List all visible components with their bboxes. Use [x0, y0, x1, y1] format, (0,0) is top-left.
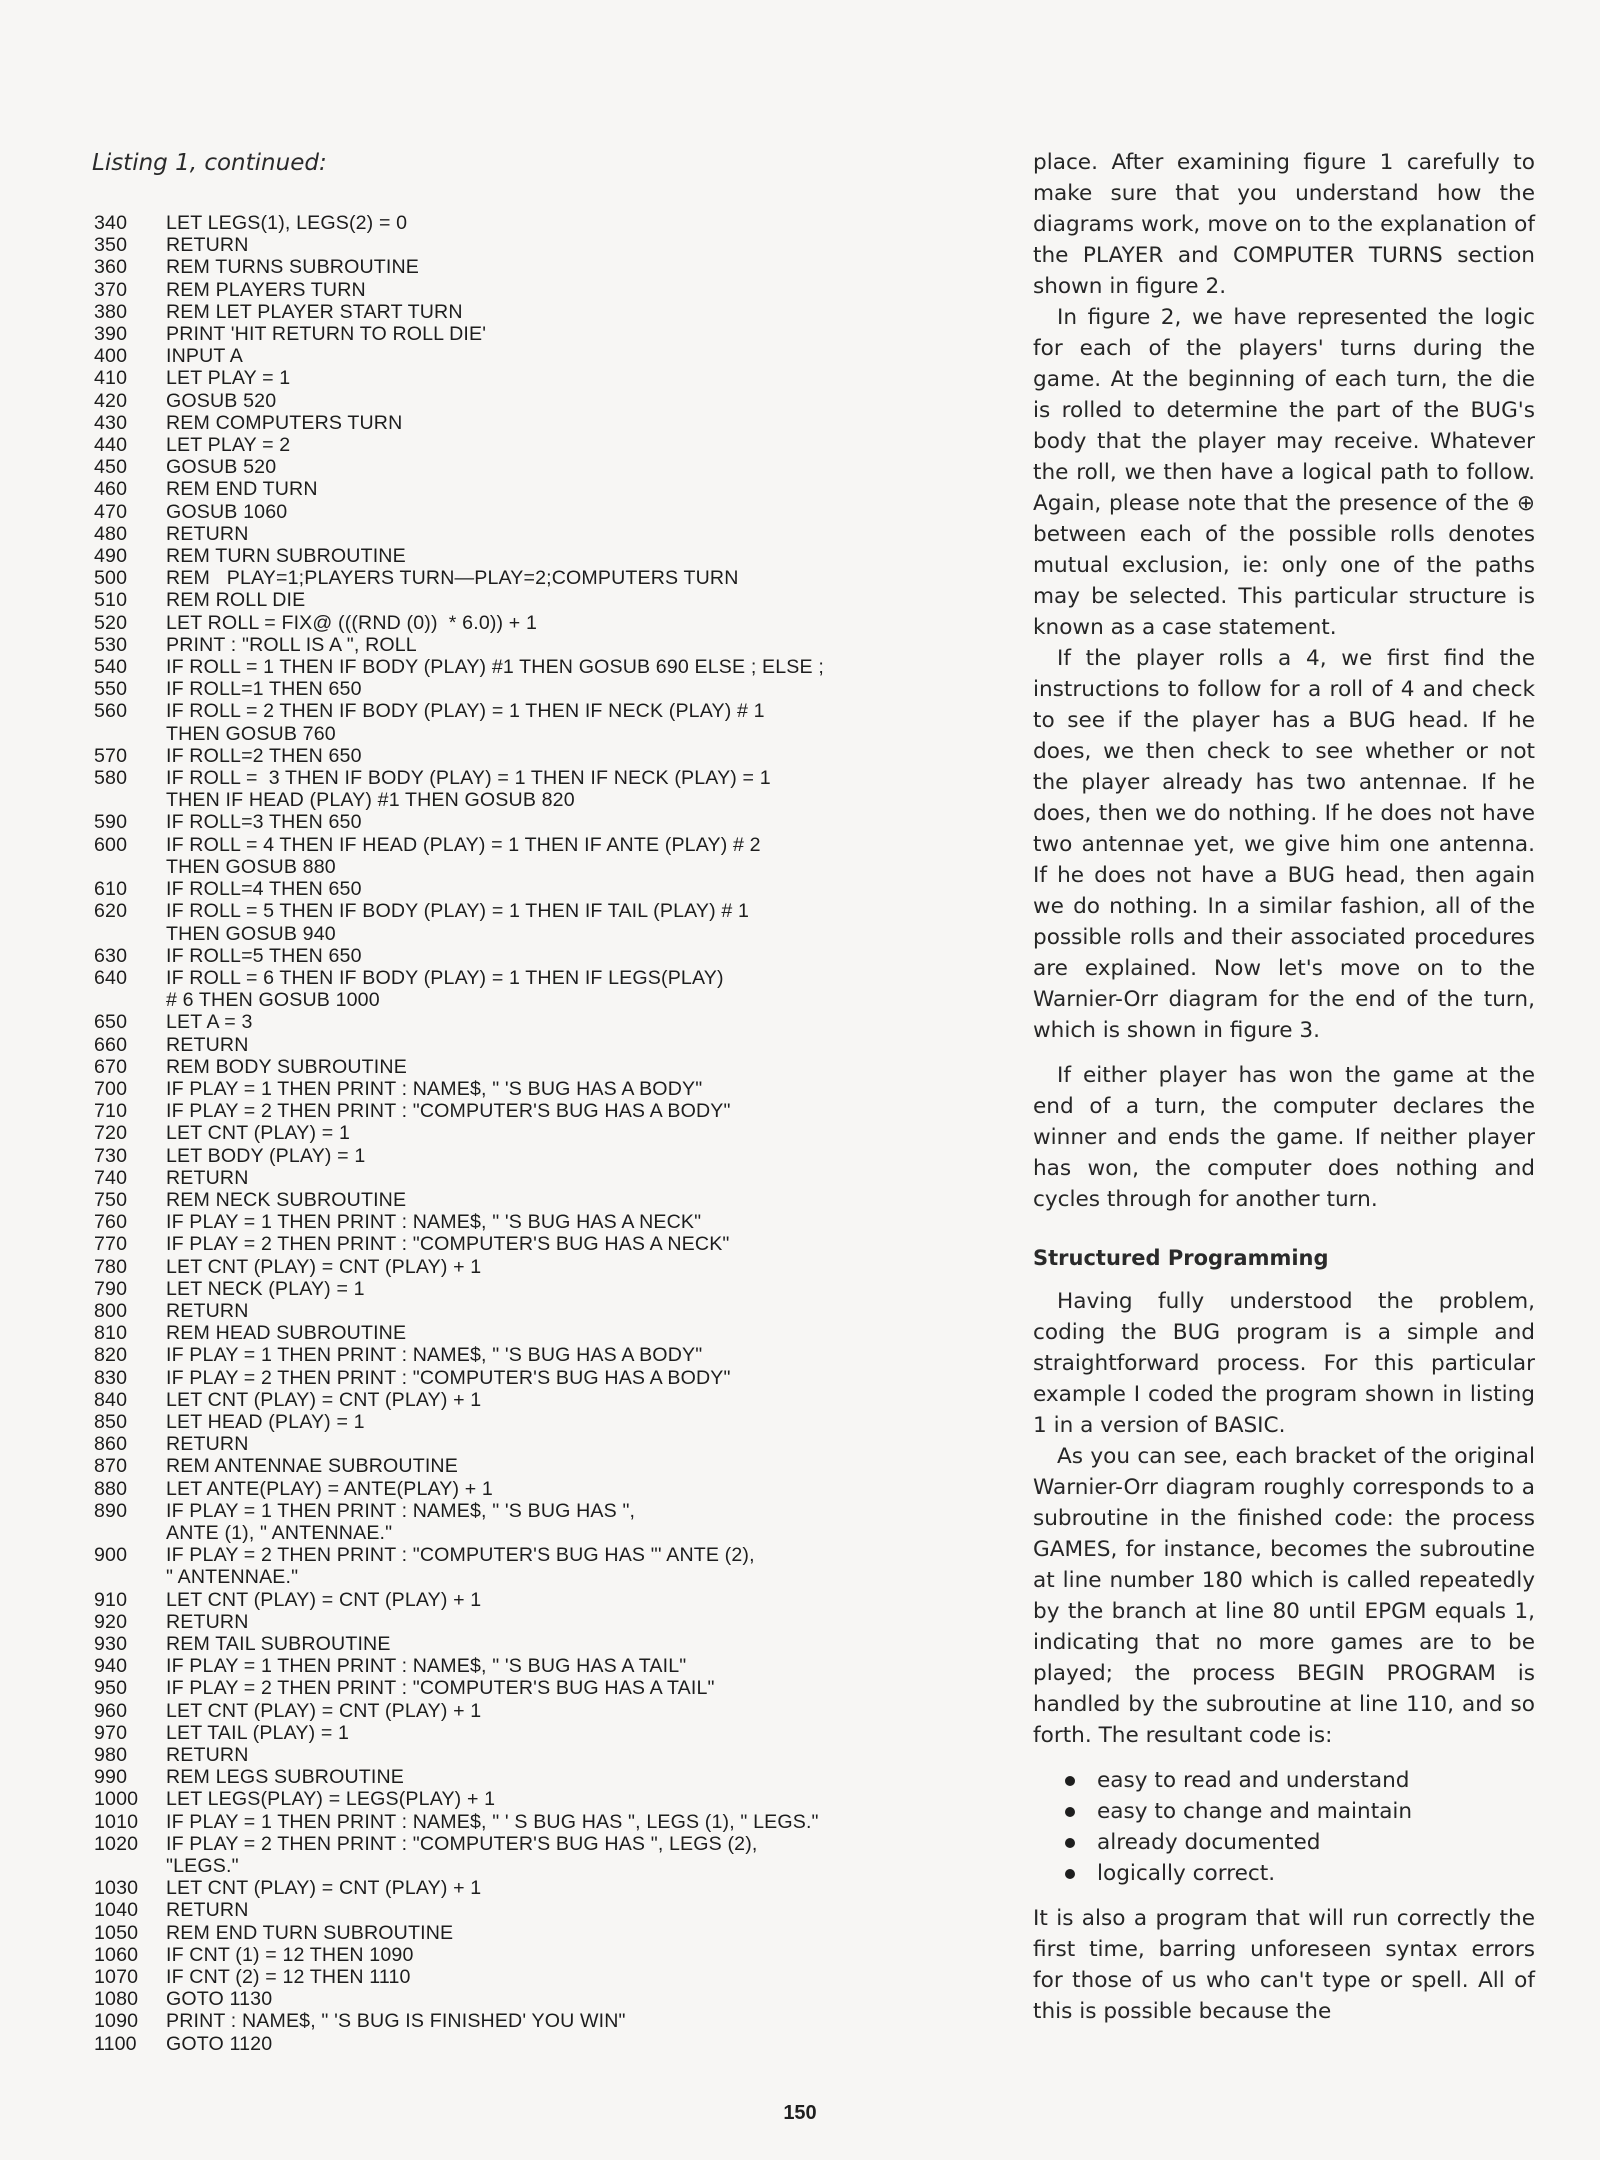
code-line — [94, 1256, 974, 1278]
code-text: IF ROLL=2 THEN 650 — [166, 744, 362, 767]
line-number: 420 — [94, 389, 128, 412]
list-item — [1065, 1765, 1535, 1796]
code-text: RETURN — [166, 522, 249, 545]
code-line — [94, 834, 974, 856]
code-text: IF CNT (1) = 12 THEN 1090 — [166, 1943, 414, 1966]
code-line — [94, 678, 974, 700]
line-number: 450 — [94, 456, 128, 479]
code-text: LET NECK (PLAY) = 1 — [166, 1277, 365, 1300]
line-number: 1100 — [94, 2032, 137, 2055]
code-text: RETURN — [166, 1744, 249, 1767]
code-line — [94, 856, 974, 878]
line-number — [94, 723, 166, 745]
line-number — [94, 989, 166, 1011]
code-text: REM END TURN SUBROUTINE — [166, 1921, 454, 1944]
code-text: IF CNT (2) = 12 THEN 1110 — [166, 1966, 411, 1989]
line-number: 670 — [94, 1055, 128, 1078]
line-number: 1070 — [94, 1966, 139, 1989]
line-number: 1090 — [94, 2010, 139, 2033]
code-text: LET LEGS(PLAY) = LEGS(PLAY) + 1 — [166, 1788, 496, 1811]
code-line — [94, 1922, 974, 1944]
line-number: 350 — [94, 234, 128, 257]
line-number: 490 — [94, 545, 128, 568]
code-line — [94, 612, 974, 634]
code-line — [94, 545, 974, 567]
line-number: 780 — [94, 1255, 128, 1278]
code-text: REM PLAYERS TURN — [166, 278, 366, 301]
code-line — [94, 967, 974, 989]
code-text: LET TAIL (PLAY) = 1 — [166, 1721, 350, 1744]
code-line — [94, 1589, 974, 1611]
code-line — [94, 1411, 974, 1433]
line-number: 360 — [94, 256, 128, 279]
listing-heading: Listing 1, continued: — [92, 150, 327, 176]
code-text: LET PLAY = 1 — [166, 367, 291, 390]
code-line — [94, 878, 974, 900]
code-text: REM PLAY=1;PLAYERS TURN—PLAY=2;COMPUTERS TURN — [166, 567, 739, 590]
code-line — [94, 567, 974, 589]
code-text: IF ROLL=1 THEN 650 — [166, 678, 362, 701]
section-heading: Structured Programming — [1033, 1246, 1329, 1270]
code-line — [94, 1811, 974, 1833]
line-number: 730 — [94, 1144, 128, 1167]
line-number: 570 — [94, 744, 128, 767]
line-number: 550 — [94, 678, 128, 701]
line-number: 400 — [94, 345, 128, 368]
list-item-text: logically correct. — [1097, 1861, 1276, 1886]
code-line — [94, 523, 974, 545]
line-number: 1050 — [94, 1921, 139, 1944]
code-line — [94, 1611, 974, 1633]
code-text: GOTO 1120 — [166, 2032, 273, 2055]
bullet-list — [1033, 1765, 1535, 1889]
code-line — [94, 456, 974, 478]
code-text: LET BODY (PLAY) = 1 — [166, 1144, 366, 1167]
code-text: THEN GOSUB 940 — [166, 922, 336, 945]
line-number — [94, 856, 166, 878]
line-number: 840 — [94, 1388, 128, 1411]
line-number: 1020 — [94, 1832, 139, 1855]
code-text: RETURN — [166, 1899, 249, 1922]
code-text: PRINT 'HIT RETURN TO ROLL DIE' — [166, 323, 487, 346]
line-number: 830 — [94, 1366, 128, 1389]
code-line — [94, 412, 974, 434]
code-line — [94, 1122, 974, 1144]
line-number: 620 — [94, 900, 128, 923]
code-text: REM BODY SUBROUTINE — [166, 1055, 407, 1078]
line-number: 870 — [94, 1455, 128, 1478]
code-line — [94, 1189, 974, 1211]
code-line — [94, 345, 974, 367]
paragraph: place. After examining figure 1 carefully to make sure that you understand how the diagrams work, move on to the explanation of the PLAYER and COMPUTER TURNS section shown in figure 2. — [1033, 150, 1535, 299]
code-line — [94, 1788, 974, 1810]
code-text: IF ROLL = 4 THEN IF HEAD (PLAY) = 1 THEN IF ANTE (PLAY) # 2 — [166, 833, 761, 856]
line-number: 390 — [94, 323, 128, 346]
code-line — [94, 1677, 974, 1699]
line-number: 1040 — [94, 1899, 139, 1922]
code-line — [94, 1145, 974, 1167]
line-number: 980 — [94, 1744, 128, 1767]
code-line — [94, 434, 974, 456]
page-number: 150 — [783, 2102, 817, 2124]
line-number: 720 — [94, 1122, 128, 1145]
code-text: IF PLAY = 2 THEN PRINT : "COMPUTER'S BUG HAS A BODY" — [166, 1100, 731, 1123]
code-line — [94, 789, 974, 811]
code-line — [94, 989, 974, 1011]
code-line — [94, 745, 974, 767]
code-line — [94, 1700, 974, 1722]
line-number: 600 — [94, 833, 128, 856]
line-number: 710 — [94, 1100, 128, 1123]
line-number: 440 — [94, 434, 128, 457]
bullet-icon — [1065, 1776, 1075, 1786]
code-line — [94, 923, 974, 945]
code-text: THEN IF HEAD (PLAY) #1 THEN GOSUB 820 — [166, 789, 575, 812]
code-listing — [94, 212, 974, 2055]
paragraph: As you can see, each bracket of the original Warnier-Orr diagram roughly corresponds to a subroutine in the finished code: the process GAMES, for instance, becomes the subroutine at line number 180 which is called repeatedly by the branch at line 80 until EPGM equals 1, indicating that no more games are to be played; the process BEGIN PROGRAM is handled by the subroutine at line 110, and so forth. The resultant code is: — [1033, 1444, 1535, 1748]
code-text: INPUT A — [166, 345, 243, 368]
bullet-icon — [1065, 1838, 1075, 1848]
article-text — [1033, 147, 1535, 2027]
code-text: RETURN — [166, 1166, 249, 1189]
code-line — [94, 1078, 974, 1100]
code-line — [94, 1966, 974, 1988]
list-item-text: easy to read and understand — [1097, 1768, 1410, 1793]
code-text: IF PLAY = 1 THEN PRINT : NAME$, " 'S BUG HAS A BODY" — [166, 1344, 703, 1367]
code-line — [94, 1211, 974, 1233]
line-number: 660 — [94, 1033, 128, 1056]
code-text: IF ROLL = 2 THEN IF BODY (PLAY) = 1 THEN IF NECK (PLAY) # 1 — [166, 700, 765, 723]
line-number: 900 — [94, 1544, 128, 1567]
code-text: LET A = 3 — [166, 1011, 253, 1034]
code-text: IF PLAY = 1 THEN PRINT : NAME$, " 'S BUG HAS A BODY" — [166, 1077, 703, 1100]
code-text: LET CNT (PLAY) = CNT (PLAY) + 1 — [166, 1588, 482, 1611]
code-text: LET HEAD (PLAY) = 1 — [166, 1410, 365, 1433]
code-line — [94, 234, 974, 256]
code-line — [94, 301, 974, 323]
list-item-text: already documented — [1097, 1830, 1321, 1855]
list-item-text: easy to change and maintain — [1097, 1799, 1413, 1824]
code-line — [94, 367, 974, 389]
code-text: REM NECK SUBROUTINE — [166, 1188, 407, 1211]
line-number: 530 — [94, 633, 128, 656]
line-number: 930 — [94, 1633, 128, 1655]
code-line — [94, 2033, 974, 2055]
line-number: 1060 — [94, 1943, 139, 1966]
code-line — [94, 478, 974, 500]
code-line — [94, 1478, 974, 1500]
code-line — [94, 1855, 974, 1877]
code-text: LET ANTE(PLAY) = ANTE(PLAY) + 1 — [166, 1477, 493, 1500]
code-line — [94, 1367, 974, 1389]
code-line — [94, 589, 974, 611]
code-text: GOSUB 520 — [166, 389, 277, 412]
code-text: REM ROLL DIE — [166, 589, 306, 612]
code-text: REM COMPUTERS TURN — [166, 411, 403, 434]
code-line — [94, 1944, 974, 1966]
code-text: GOSUB 1060 — [166, 500, 288, 523]
code-text: IF ROLL = 3 THEN IF BODY (PLAY) = 1 THEN IF NECK (PLAY) = 1 — [166, 767, 771, 790]
code-text: REM ANTENNAE SUBROUTINE — [166, 1455, 458, 1478]
line-number: 820 — [94, 1344, 128, 1367]
code-text: THEN GOSUB 880 — [166, 855, 336, 878]
code-line — [94, 1056, 974, 1078]
line-number: 430 — [94, 411, 128, 434]
line-number — [94, 923, 166, 945]
code-line — [94, 900, 974, 922]
code-line — [94, 700, 974, 722]
code-text: IF PLAY = 2 THEN PRINT : "COMPUTER'S BUG HAS A TAIL" — [166, 1677, 715, 1700]
line-number: 1080 — [94, 1988, 139, 2011]
code-line — [94, 1988, 974, 2010]
line-number: 850 — [94, 1410, 128, 1433]
code-line — [94, 1011, 974, 1033]
code-line — [94, 1278, 974, 1300]
line-number — [94, 1522, 166, 1544]
code-line — [94, 1389, 974, 1411]
code-line — [94, 1233, 974, 1255]
code-line — [94, 212, 974, 234]
list-item — [1065, 1796, 1535, 1827]
paragraph: It is also a program that will run correctly the first time, barring unforeseen syntax errors for those of us who can't type or spell. All of this is possible because the — [1033, 1906, 1535, 2024]
code-line — [94, 1633, 974, 1655]
code-text: THEN GOSUB 760 — [166, 722, 336, 745]
code-line — [94, 1322, 974, 1344]
code-text: IF ROLL=4 THEN 650 — [166, 878, 362, 901]
code-text: LET PLAY = 2 — [166, 434, 291, 457]
line-number: 470 — [94, 500, 128, 523]
code-line — [94, 1344, 974, 1366]
code-text: IF PLAY = 2 THEN PRINT : "COMPUTER'S BUG HAS "' ANTE (2), — [166, 1544, 755, 1567]
code-line — [94, 1722, 974, 1744]
code-text: " ANTENNAE." — [166, 1566, 299, 1589]
list-item — [1065, 1827, 1535, 1858]
code-line — [94, 1766, 974, 1788]
code-line — [94, 1899, 974, 1921]
code-text: IF PLAY = 1 THEN PRINT : NAME$, " 'S BUG HAS A NECK" — [166, 1211, 702, 1234]
code-text: LET ROLL = FIX@ (((RND (0)) * 6.0)) + 1 — [166, 611, 538, 634]
bullet-icon — [1065, 1807, 1075, 1817]
code-line — [94, 1877, 974, 1899]
line-number: 630 — [94, 944, 128, 967]
code-text: LET CNT (PLAY) = CNT (PLAY) + 1 — [166, 1255, 482, 1278]
code-line — [94, 1455, 974, 1477]
line-number: 580 — [94, 767, 128, 790]
line-number: 920 — [94, 1610, 128, 1633]
line-number: 810 — [94, 1322, 128, 1345]
code-text: "LEGS." — [166, 1855, 239, 1878]
code-line — [94, 1566, 974, 1588]
line-number: 500 — [94, 567, 128, 590]
code-line — [94, 634, 974, 656]
line-number: 520 — [94, 611, 128, 634]
paragraph: Having fully understood the problem, coding the BUG program is a simple and straightforward process. For this particular example I coded the program shown in listing 1 in a version of BASIC. — [1033, 1289, 1535, 1438]
code-text: RETURN — [166, 234, 249, 257]
code-line — [94, 811, 974, 833]
code-text: IF ROLL = 6 THEN IF BODY (PLAY) = 1 THEN IF LEGS(PLAY) — [166, 966, 724, 989]
line-number: 860 — [94, 1433, 128, 1456]
line-number: 510 — [94, 589, 128, 612]
code-line — [94, 1500, 974, 1522]
code-text: PRINT : "ROLL IS A ", ROLL — [166, 633, 417, 656]
code-text: RETURN — [166, 1433, 249, 1456]
code-text: LET CNT (PLAY) = CNT (PLAY) + 1 — [166, 1388, 482, 1411]
code-line — [94, 1833, 974, 1855]
line-number: 370 — [94, 278, 128, 301]
code-text: LET CNT (PLAY) = CNT (PLAY) + 1 — [166, 1699, 482, 1722]
line-number — [94, 789, 166, 811]
line-number: 740 — [94, 1166, 128, 1189]
code-text: IF PLAY = 2 THEN PRINT : "COMPUTER'S BUG HAS ", LEGS (2), — [166, 1832, 758, 1855]
line-number: 940 — [94, 1655, 128, 1678]
code-text: IF ROLL=3 THEN 650 — [166, 811, 362, 834]
line-number: 700 — [94, 1077, 128, 1100]
paragraph: If the player rolls a 4, we first find the instructions to follow for a roll of 4 and check to see if the player has a BUG head. If he does, we then check to see whether or not the player already has two antennae. If he does, then we do nothing. If he does not have two antennae yet, we give him one antenna. If he does not have a BUG head, then again we do nothing. In a similar fashion, all of the possible rolls and their associated procedures are explained. Now let's move on to the Warnier-Orr diagram for the end of the turn, which is shown in figure 3. — [1033, 646, 1535, 1043]
line-number: 540 — [94, 656, 128, 679]
line-number: 650 — [94, 1011, 128, 1034]
code-text: LET CNT (PLAY) = CNT (PLAY) + 1 — [166, 1877, 482, 1900]
line-number — [94, 1566, 166, 1588]
code-text: LET CNT (PLAY) = 1 — [166, 1122, 351, 1145]
code-line — [94, 279, 974, 301]
code-line — [94, 390, 974, 412]
line-number: 480 — [94, 522, 128, 545]
code-line — [94, 1544, 974, 1566]
line-number: 910 — [94, 1588, 128, 1611]
code-text: RETURN — [166, 1299, 249, 1322]
code-line — [94, 1300, 974, 1322]
line-number: 750 — [94, 1188, 128, 1211]
line-number: 1030 — [94, 1877, 139, 1900]
code-text: IF ROLL = 1 THEN IF BODY (PLAY) #1 THEN GOSUB 690 ELSE ; ELSE ; — [166, 656, 824, 679]
code-line — [94, 2010, 974, 2032]
code-line — [94, 501, 974, 523]
code-text: REM TURNS SUBROUTINE — [166, 256, 420, 279]
code-line — [94, 945, 974, 967]
code-text: REM LET PLAYER START TURN — [166, 300, 463, 323]
code-line — [94, 723, 974, 745]
paragraph: In figure 2, we have represented the logic for each of the players' turns during the game. At the beginning of each turn, the die is rolled to determine the part of the BUG's body that the player may receive. Whatever the roll, we then have a logical path to follow. Again, please note that the presence of the ⊕ between each of the possible rolls denotes mutual exclusion, ie: only one of the paths may be selected. This particular structure is known as a case statement. — [1033, 305, 1535, 640]
code-text: IF PLAY = 2 THEN PRINT : "COMPUTER'S BUG HAS A BODY" — [166, 1366, 731, 1389]
line-number: 990 — [94, 1766, 128, 1789]
code-line — [94, 1433, 974, 1455]
code-text: REM TURN SUBROUTINE — [166, 545, 406, 568]
code-text: GOSUB 520 — [166, 456, 277, 479]
code-line — [94, 1034, 974, 1056]
code-text: IF PLAY = 1 THEN PRINT : NAME$, " 'S BUG HAS A TAIL" — [166, 1655, 687, 1678]
code-text: LET LEGS(1), LEGS(2) = 0 — [166, 212, 408, 234]
list-item — [1065, 1858, 1535, 1889]
code-line — [94, 656, 974, 678]
line-number: 800 — [94, 1299, 128, 1322]
code-text: ANTE (1), " ANTENNAE." — [166, 1521, 393, 1544]
bullet-icon — [1065, 1869, 1075, 1879]
code-text: IF ROLL = 5 THEN IF BODY (PLAY) = 1 THEN IF TAIL (PLAY) # 1 — [166, 900, 750, 923]
line-number: 460 — [94, 478, 128, 501]
line-number: 610 — [94, 878, 128, 901]
line-number: 1010 — [94, 1810, 139, 1833]
code-text: RETURN — [166, 1033, 249, 1056]
line-number: 760 — [94, 1211, 128, 1234]
line-number: 380 — [94, 300, 128, 323]
code-text: # 6 THEN GOSUB 1000 — [166, 989, 380, 1012]
code-line — [94, 256, 974, 278]
line-number: 560 — [94, 700, 128, 723]
line-number: 890 — [94, 1499, 128, 1522]
code-line — [94, 1522, 974, 1544]
line-number: 970 — [94, 1721, 128, 1744]
code-line — [94, 1100, 974, 1122]
code-text: REM LEGS SUBROUTINE — [166, 1766, 405, 1789]
code-text: REM TAIL SUBROUTINE — [166, 1633, 391, 1655]
line-number: 340 — [94, 212, 128, 234]
line-number: 410 — [94, 367, 128, 390]
code-text: IF PLAY = 1 THEN PRINT : NAME$, " ' S BUG HAS ", LEGS (1), " LEGS." — [166, 1810, 819, 1833]
code-text: GOTO 1130 — [166, 1988, 273, 2011]
code-text: IF ROLL=5 THEN 650 — [166, 944, 362, 967]
line-number: 590 — [94, 811, 128, 834]
code-text: RETURN — [166, 1610, 249, 1633]
code-text: REM HEAD SUBROUTINE — [166, 1322, 407, 1345]
code-text: IF PLAY = 1 THEN PRINT : NAME$, " 'S BUG HAS ", — [166, 1499, 636, 1522]
code-line — [94, 767, 974, 789]
line-number: 790 — [94, 1277, 128, 1300]
paragraph: If either player has won the game at the end of a turn, the computer declares the winner and ends the game. If neither player has won, the computer does nothing and cycles through for another turn. — [1033, 1063, 1535, 1212]
line-number: 960 — [94, 1699, 128, 1722]
line-number: 640 — [94, 966, 128, 989]
line-number — [94, 1855, 166, 1877]
line-number: 950 — [94, 1677, 128, 1700]
line-number: 880 — [94, 1477, 128, 1500]
code-text: REM END TURN — [166, 478, 318, 501]
code-line — [94, 1167, 974, 1189]
code-line — [94, 1744, 974, 1766]
line-number: 770 — [94, 1233, 128, 1256]
code-line — [94, 1655, 974, 1677]
code-text: IF PLAY = 2 THEN PRINT : "COMPUTER'S BUG HAS A NECK" — [166, 1233, 730, 1256]
code-line — [94, 323, 974, 345]
code-text: PRINT : NAME$, " 'S BUG IS FINISHED' YOU WIN" — [166, 2010, 626, 2033]
line-number: 1000 — [94, 1788, 139, 1811]
